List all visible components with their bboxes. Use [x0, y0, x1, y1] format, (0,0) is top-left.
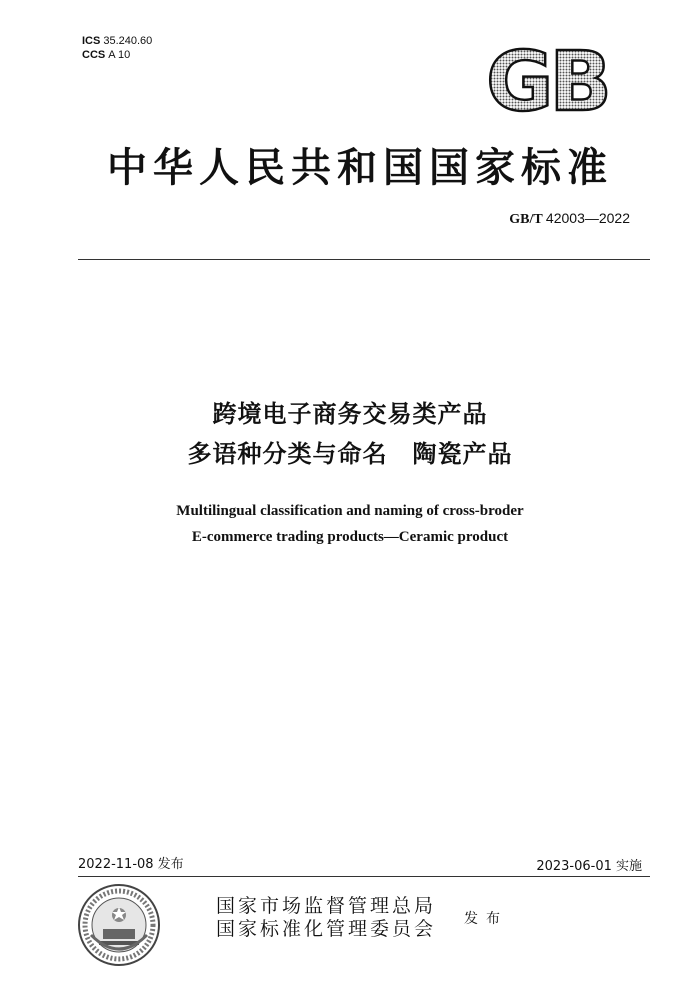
- publisher-line1: 国家市场监督管理总局: [216, 895, 437, 917]
- bottom-divider: [78, 876, 650, 877]
- top-divider: [78, 259, 650, 260]
- gb-logo: [478, 44, 616, 120]
- implementation-date: 2023-06-01 实施: [536, 859, 642, 874]
- publisher-line2: 国家标准化管理委员会: [216, 918, 437, 940]
- title-en-line1: Multilingual classification and naming of cross-broder: [176, 503, 524, 519]
- publisher-block: [216, 895, 436, 941]
- title-en-line2: E-commerce trading products—Ceramic product: [191, 529, 509, 545]
- issue-date: 2022-11-08 发布: [78, 857, 184, 872]
- standard-number: GB/T 42003—2022: [509, 210, 630, 227]
- national-standard-title: 中华人民共和国国家标准: [107, 144, 613, 191]
- ics-code: ICS 35.240.60: [82, 35, 153, 47]
- title-cn-line1: 跨境电子商务交易类产品: [212, 400, 488, 428]
- ccs-code: CCS A 10: [82, 49, 131, 61]
- classification-codes: [82, 34, 152, 62]
- gb-logo-text: GB: [486, 44, 608, 120]
- title-cn-line2: 多语种分类与命名 陶瓷产品: [187, 440, 513, 468]
- official-seal-icon: [77, 883, 161, 967]
- publish-label: 发布: [464, 911, 508, 927]
